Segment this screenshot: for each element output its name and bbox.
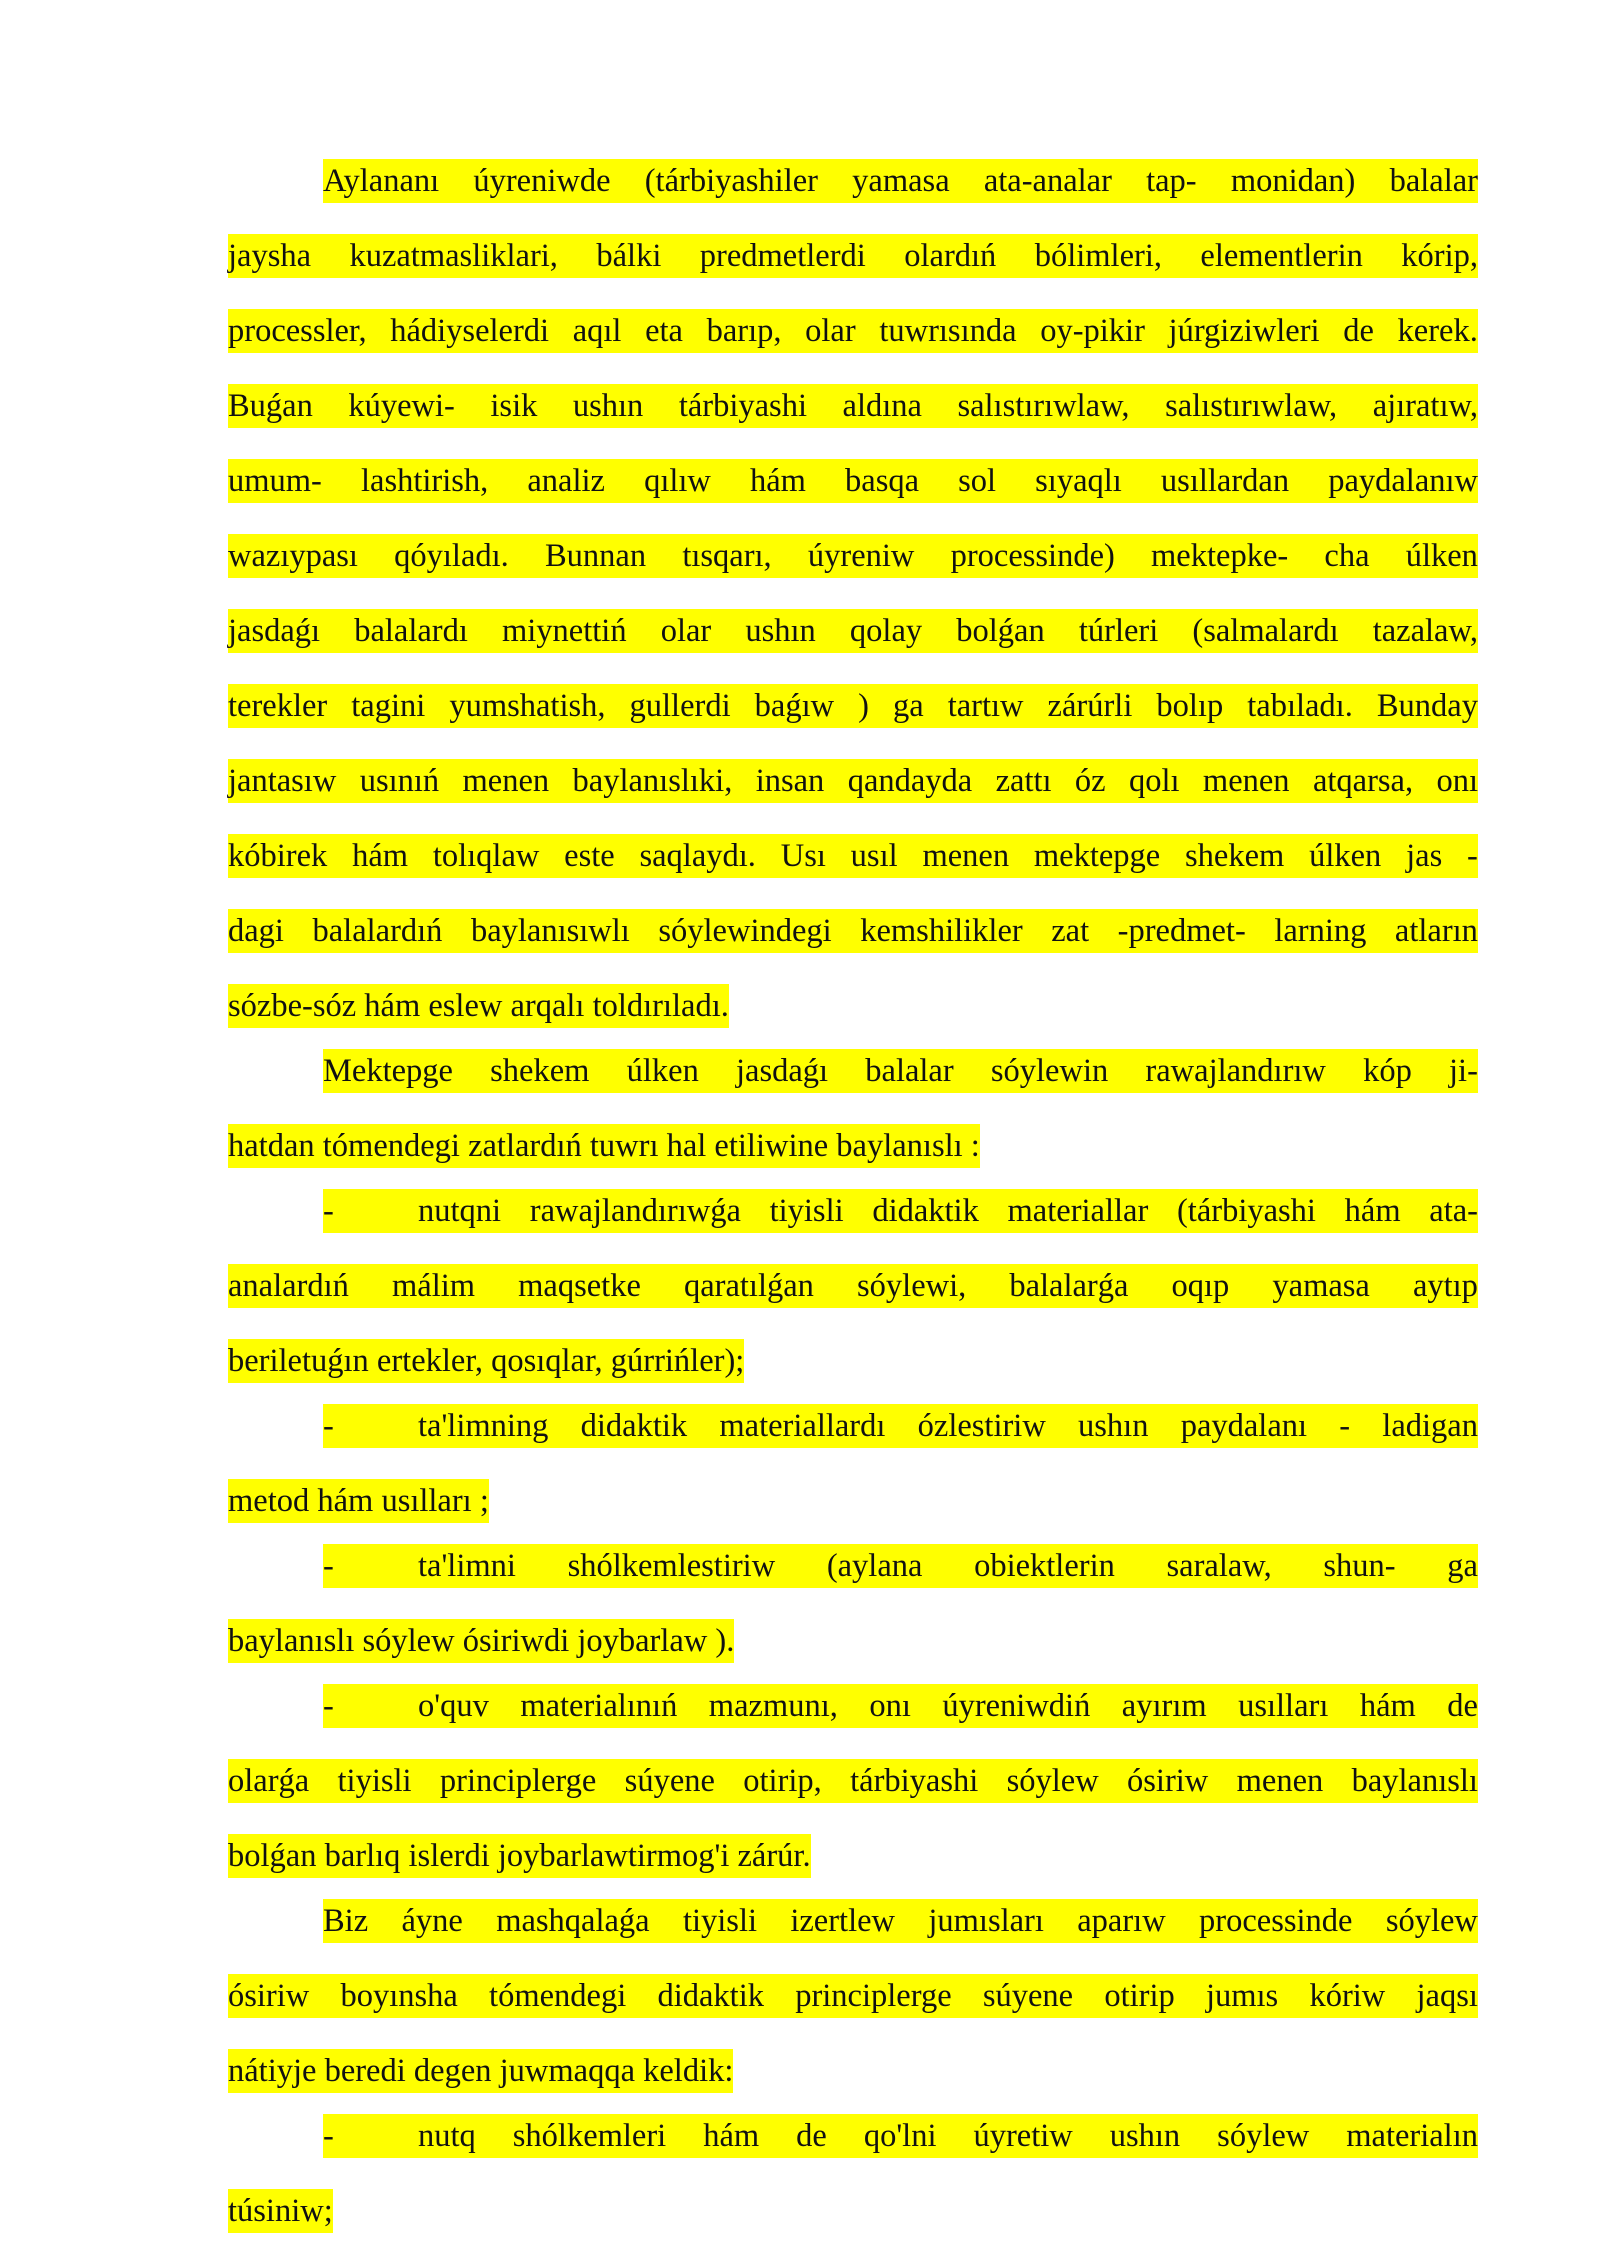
text-line [228,834,1478,878]
word: tómendegi [489,1978,627,2014]
paragraph-p2 [228,1049,1478,1179]
word: kuzatmasliklari, [349,238,558,274]
word: processler, [228,313,367,349]
word: qandayda [847,763,973,799]
word: lashtirish, [360,463,489,499]
word: insan [755,763,825,799]
word: úyreniwdiń [942,1688,1091,1724]
word: sıyaqlı [1035,463,1122,499]
text-line-last: baylanıslı sóylew ósiriwdi joybarlaw ). [228,1619,734,1663]
word: ta'limni [418,1548,516,1584]
word: tiyisli [682,1903,757,1939]
document-page [228,149,1478,2244]
word: ta'limning [418,1408,549,1444]
word: sóylewindegi [658,913,832,949]
word: yumshatish, [449,688,606,724]
word: ushın [745,613,816,649]
text-line-last: sózbe-sóz hám eslew arqalı toldırıladı. [228,984,729,1028]
word: úlken [626,1053,699,1089]
word: monidan) [1230,163,1356,199]
word: salıstırıwlaw, [957,388,1130,424]
word: úlken [1405,538,1478,574]
word: hám [1359,1688,1416,1724]
list-first-text [418,2114,1478,2158]
word: jaysha [228,238,312,274]
list-first-line [323,2114,1478,2158]
list-first-text [418,1684,1478,1728]
word: miynettiń [502,613,627,649]
word: olardıń [904,238,997,274]
word: jumıs [1205,1978,1279,2014]
word: onı [1436,763,1478,799]
word: mashqalaǵa [496,1903,650,1939]
paragraph-p3 [228,1899,1478,2104]
text-line [228,459,1478,503]
word: jantasıw [228,763,337,799]
word: yamasa [1272,1268,1370,1304]
word: otirip, [743,1763,822,1799]
word: balalarǵa [1009,1268,1129,1304]
word: analardıń [228,1268,349,1304]
word: sóylewi, [857,1268,967,1304]
text-line-last: beriletuǵın ertekler, qosıqlar, gúrrińler); [228,1339,744,1383]
word: oqıp [1171,1268,1230,1304]
word: principlerge [439,1763,597,1799]
word: shun- [1323,1548,1396,1584]
word: jaqsı [1416,1978,1478,2014]
word: baǵıw [754,688,835,724]
dash-bullet: - [323,1193,334,1229]
list-first-text [418,1544,1478,1588]
word: ózlestiriw [917,1408,1046,1444]
word: ata- [1429,1193,1478,1229]
word: basqa [845,463,920,499]
word: processinde) [950,538,1115,574]
word: ósiriw [228,1978,310,2014]
dash-bullet: - [323,2118,334,2154]
word: wazıypası [228,538,358,574]
word: Aylananı [323,163,440,199]
word: qolı [1128,763,1180,799]
word: -predmet- [1117,913,1246,949]
word: tiyisli [769,1193,844,1229]
word: zat [1051,913,1090,949]
word: ) [858,688,869,724]
word: obiektlerin [974,1548,1115,1584]
word: materialınıń [520,1688,678,1724]
word: (aylana [826,1548,923,1584]
word: materialın [1346,2118,1478,2154]
word: paydalanıw [1328,463,1478,499]
word: cha [1324,538,1370,574]
word: úlken [1309,838,1382,874]
text-line [228,534,1478,578]
word: ayırım [1121,1688,1207,1724]
word: larning [1274,913,1367,949]
word: usıl [850,838,898,874]
word: rawajlandırıw [1145,1053,1326,1089]
word: qılıw [644,463,711,499]
word: sóylew [1217,2118,1310,2154]
word: dagi [228,913,284,949]
word: hám [1344,1193,1401,1229]
word: qo'lni [863,2118,937,2154]
word: barıp, [706,313,782,349]
word: ósiriw [1127,1763,1209,1799]
text-line-last: bolǵan barlıq islerdi joybarlawtirmog'i zárúr. [228,1834,811,1878]
word: usılları [1238,1688,1329,1724]
text-line [228,759,1478,803]
word: menen [922,838,1010,874]
word: maqsetke [518,1268,641,1304]
word: tabıladı. [1247,688,1353,724]
word: bálki [596,238,662,274]
word: atların [1394,913,1478,949]
word: boyınsha [340,1978,458,2014]
word: Buǵan [228,388,313,424]
word: Bunday [1376,688,1478,724]
word: menen [462,763,550,799]
word: analiz [527,463,605,499]
word: tuwrısında [879,313,1017,349]
text-line [228,609,1478,653]
word: de [796,2118,827,2154]
word: tárbiyashi [678,388,807,424]
word: (salmalardı [1192,613,1339,649]
word: yamasa [852,163,950,199]
word: baylanısıwlı [470,913,630,949]
text-line [228,909,1478,953]
word: kóp [1363,1053,1412,1089]
word: júrgiziwleri [1168,313,1320,349]
word: shekem [490,1053,590,1089]
word: processinde [1199,1903,1353,1939]
word: kóbirek [228,838,328,874]
word: zattı [995,763,1052,799]
word: shólkemleri [512,2118,667,2154]
word: kóriw [1309,1978,1386,2014]
word: balalardı [354,613,468,649]
word: tiyisli [337,1763,412,1799]
word: óz [1074,763,1106,799]
word: umum- [228,463,322,499]
word: menen [1236,1763,1324,1799]
word: hádiyselerdi [390,313,550,349]
word: terekler [228,688,328,724]
word: ga [1447,1548,1478,1584]
word: qaratılǵan [683,1268,814,1304]
word: salıstırıwlaw, [1165,388,1338,424]
word: kórip, [1401,238,1478,274]
word: ga [892,688,924,724]
word: jas [1406,838,1443,874]
list-first-line [323,1189,1478,1233]
text-line [323,159,1478,203]
word: tazalaw, [1372,613,1478,649]
word: balalar [1389,163,1478,199]
word: ushın [572,388,644,424]
word: ladigan [1382,1408,1478,1444]
word: jumısları [928,1903,1044,1939]
word: aldına [842,388,922,424]
dash-bullet: - [323,1548,334,1584]
word: súyene [624,1763,715,1799]
word: (tárbiyashi [1176,1193,1316,1229]
word: kemshilikler [860,913,1023,949]
list-item [228,1544,1478,1674]
word: zárúrli [1047,688,1133,724]
word: qolay [849,613,923,649]
word: bolǵan [956,613,1045,649]
word: rawajlandırıwǵa [529,1193,741,1229]
word: materiallardı [719,1408,886,1444]
word: saqlaydı. [639,838,756,874]
word: baylanıslı [1351,1763,1478,1799]
word: paydalanı [1180,1408,1308,1444]
word: o'quv [418,1688,489,1724]
word: elementlerin [1200,238,1363,274]
word: - [1467,838,1478,874]
word: didaktik [872,1193,979,1229]
word: sol [958,463,997,499]
word: onı [869,1688,911,1724]
word: shekem [1185,838,1285,874]
list-item [228,2114,1478,2244]
word: - [1339,1408,1351,1444]
word: hám [749,463,806,499]
word: olar [660,613,712,649]
word: úyretiw [973,2118,1073,2154]
dash-bullet: - [323,1688,334,1724]
word: úyreniw [807,538,915,574]
text-line [323,1049,1478,1093]
text-line-last: hatdan tómendegi zatlardıń tuwrı hal etiliwine baylanıslı : [228,1124,980,1168]
word: eta [645,313,683,349]
word: úyreniwde [473,163,611,199]
word: didaktik [580,1408,688,1444]
word: materiallar [1007,1193,1149,1229]
list-item [228,1189,1478,1394]
word: izertlew [790,1903,896,1939]
word: balalar [865,1053,954,1089]
word: sóylewin [990,1053,1109,1089]
text-line [228,1759,1478,1803]
text-line [228,384,1478,428]
list-first-line [323,1544,1478,1588]
word: (tárbiyashiler [644,163,818,199]
word: Biz [323,1903,369,1939]
paragraph-p1 [228,159,1478,1039]
word: oy-pikir [1040,313,1145,349]
word: túrleri [1078,613,1159,649]
text-line [228,234,1478,278]
list-item [228,1404,1478,1534]
text-line-last: metod hám usılları ; [228,1479,489,1523]
word: sóylew [1006,1763,1099,1799]
word: gullerdi [629,688,731,724]
word: usıllardan [1160,463,1290,499]
word: málim [392,1268,476,1304]
word: ushın [1109,2118,1181,2154]
word: isik [490,388,538,424]
word: nutq [418,2118,476,2154]
word: súyene [982,1978,1074,2014]
word: de [1447,1688,1478,1724]
word: bolıp [1156,688,1224,724]
text-line-last: túsiniw; [228,2189,333,2233]
list-first-text [418,1189,1478,1233]
text-line [323,1899,1478,1943]
word: usınıń [359,763,440,799]
word: tısqarı, [682,538,772,574]
word: de [1343,313,1374,349]
list-first-text [418,1404,1478,1448]
word: baylanıslıki, [572,763,733,799]
word: aqıl [572,313,622,349]
text-line [228,309,1478,353]
list-first-line [323,1404,1478,1448]
word: sóylew [1385,1903,1478,1939]
word: este [564,838,615,874]
text-line-last: nátiyje beredi degen juwmaqqa keldik: [228,2049,733,2093]
word: ji- [1449,1053,1478,1089]
dash-bullet: - [323,1408,334,1444]
text-line [228,684,1478,728]
word: aytıp [1412,1268,1478,1304]
word: ushın [1078,1408,1149,1444]
word: ajıratıw, [1372,388,1478,424]
word: aparıw [1077,1903,1166,1939]
word: principlerge [795,1978,952,2014]
text-line [228,1264,1478,1308]
word: olar [805,313,856,349]
word: Mektepge [323,1053,453,1089]
word: didaktik [657,1978,764,2014]
word: qóyıladı. [394,538,509,574]
word: menen [1202,763,1290,799]
text-line [228,1974,1478,2018]
word: tartıw [947,688,1024,724]
word: mektepke- [1151,538,1289,574]
word: nutqni [418,1193,502,1229]
word: mazmunı, [708,1688,838,1724]
word: Usı [780,838,826,874]
word: mektepge [1033,838,1161,874]
word: kúyewi- [348,388,455,424]
word: olarǵa [228,1763,310,1799]
word: shólkemlestiriw [567,1548,776,1584]
word: Bunnan [545,538,647,574]
word: predmetlerdi [699,238,866,274]
word: tolıqlaw [432,838,540,874]
word: atqarsa, [1312,763,1414,799]
list-first-line [323,1684,1478,1728]
word: tap- [1146,163,1197,199]
word: tagini [351,688,426,724]
word: jasdaǵı [228,613,321,649]
word: balalardıń [312,913,443,949]
word: hám [703,2118,760,2154]
word: ata-analar [983,163,1112,199]
word: tárbiyashi [850,1763,979,1799]
word: bólimleri, [1034,238,1162,274]
list-item [228,1684,1478,1889]
word: kerek. [1397,313,1478,349]
word: áyne [401,1903,463,1939]
word: saralaw, [1166,1548,1272,1584]
word: hám [352,838,409,874]
word: otirip [1104,1978,1175,2014]
word: jasdaǵı [736,1053,829,1089]
